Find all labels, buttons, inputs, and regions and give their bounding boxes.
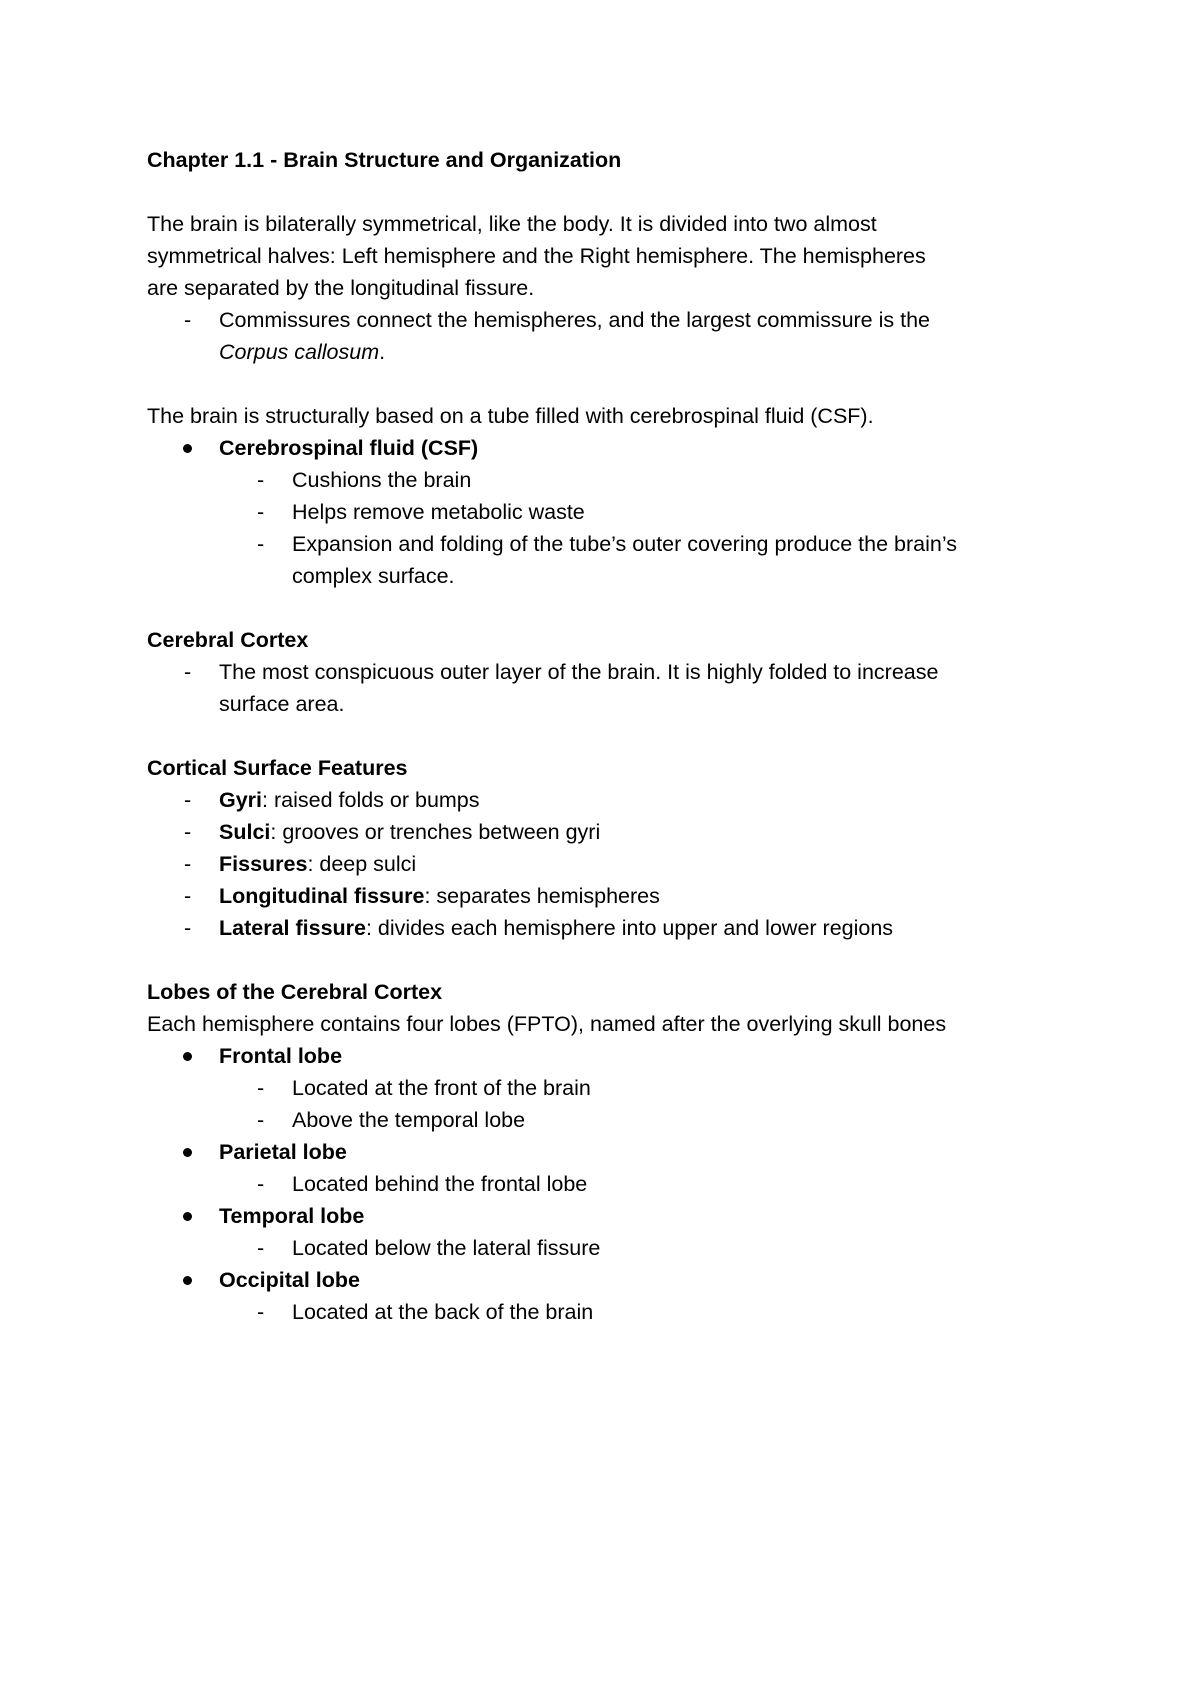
lobe-name: Parietal lobe xyxy=(219,1140,347,1164)
list-item xyxy=(147,912,1077,944)
dash-marker: - xyxy=(257,1172,265,1196)
list-item xyxy=(147,880,1077,912)
csf-bullet xyxy=(147,432,1077,464)
dash-marker: - xyxy=(184,820,192,844)
list-item xyxy=(147,848,1077,880)
list-item xyxy=(147,656,1077,720)
lobe-point: Located at the back of the brain xyxy=(292,1300,594,1324)
feature-desc: : grooves or trenches between gyri xyxy=(270,820,601,844)
list-item xyxy=(147,1296,1077,1328)
lobe-bullet xyxy=(147,1136,1077,1168)
lobe-point: Located below the lateral fissure xyxy=(292,1236,601,1260)
period: . xyxy=(379,340,386,364)
dash-marker: - xyxy=(257,1300,265,1324)
commissures-item xyxy=(147,304,1077,368)
lobe-name: Frontal lobe xyxy=(219,1044,343,1068)
lobes-intro: Each hemisphere contains four lobes (FPTO), named after the overlying skull bones xyxy=(147,1012,947,1036)
lobe-point: Located behind the frontal lobe xyxy=(292,1172,588,1196)
dash-marker: - xyxy=(184,884,192,908)
list-item xyxy=(147,816,1077,848)
bullet-icon xyxy=(183,1200,192,1232)
csf-heading: Cerebrospinal fluid (CSF) xyxy=(219,436,479,460)
list-item xyxy=(147,1072,1077,1104)
dash-marker: - xyxy=(257,1236,265,1260)
dash-marker: - xyxy=(184,308,192,332)
list-item xyxy=(147,784,1077,816)
feature-term: Lateral fissure xyxy=(219,916,366,940)
csf-item-text: Cushions the brain xyxy=(292,468,472,492)
features-heading: Cortical Surface Features xyxy=(147,756,408,780)
list-item xyxy=(147,496,1077,528)
bullet-icon xyxy=(183,1264,192,1296)
feature-term: Fissures xyxy=(219,852,308,876)
list-item xyxy=(147,1104,1077,1136)
lobe-point: Located at the front of the brain xyxy=(292,1076,591,1100)
lobe-point: Above the temporal lobe xyxy=(292,1108,526,1132)
lobe-bullet xyxy=(147,1200,1077,1232)
dash-marker: - xyxy=(257,1076,265,1100)
dash-marker: - xyxy=(184,660,192,684)
list-item xyxy=(147,528,1077,592)
page-title: Chapter 1.1 - Brain Structure and Organization xyxy=(147,148,622,172)
list-item xyxy=(147,464,1077,496)
lobe-name: Occipital lobe xyxy=(219,1268,360,1292)
intro-paragraph-line: The brain is bilaterally symmetrical, like the body. It is divided into two almost xyxy=(147,212,877,236)
dash-marker: - xyxy=(184,852,192,876)
dash-marker: - xyxy=(257,500,265,524)
feature-desc: : divides each hemisphere into upper and lower regions xyxy=(365,916,894,940)
lobe-name: Temporal lobe xyxy=(219,1204,365,1228)
corpus-callosum-term: Corpus callosum xyxy=(219,340,380,364)
dash-marker: - xyxy=(257,532,265,556)
bullet-icon xyxy=(183,1040,192,1072)
commissures-text: Commissures connect the hemispheres, and the largest commissure is the xyxy=(219,308,931,332)
lobes-heading: Lobes of the Cerebral Cortex xyxy=(147,980,443,1004)
intro-paragraph-line: symmetrical halves: Left hemisphere and the Right hemisphere. The hemispheres xyxy=(147,244,926,268)
dash-marker: - xyxy=(257,468,265,492)
csf-item-text: Helps remove metabolic waste xyxy=(292,500,585,524)
lobe-bullet xyxy=(147,1264,1077,1296)
list-item xyxy=(147,1232,1077,1264)
dash-marker: - xyxy=(184,788,192,812)
feature-desc: : raised folds or bumps xyxy=(262,788,480,812)
cortex-heading: Cerebral Cortex xyxy=(147,628,309,652)
dash-marker: - xyxy=(184,916,192,940)
feature-term: Longitudinal fissure xyxy=(219,884,425,908)
csf-item-text: Expansion and folding of the tube’s outer covering produce the brain’s xyxy=(292,532,957,556)
lobe-bullet xyxy=(147,1040,1077,1072)
cortex-text: The most conspicuous outer layer of the brain. It is highly folded to increase xyxy=(219,660,939,684)
csf-intro-line: The brain is structurally based on a tube filled with cerebrospinal fluid (CSF). xyxy=(147,404,874,428)
dash-marker: - xyxy=(257,1108,265,1132)
list-item xyxy=(147,1168,1077,1200)
document-content xyxy=(147,144,1077,1328)
csf-item-text: complex surface. xyxy=(292,564,455,588)
intro-paragraph-line: are separated by the longitudinal fissure. xyxy=(147,276,535,300)
cortex-text: surface area. xyxy=(219,692,345,716)
feature-term: Gyri xyxy=(219,788,263,812)
feature-desc: : deep sulci xyxy=(307,852,417,876)
bullet-icon xyxy=(183,432,192,464)
bullet-icon xyxy=(183,1136,192,1168)
feature-term: Sulci xyxy=(219,820,271,844)
feature-desc: : separates hemispheres xyxy=(424,884,660,908)
